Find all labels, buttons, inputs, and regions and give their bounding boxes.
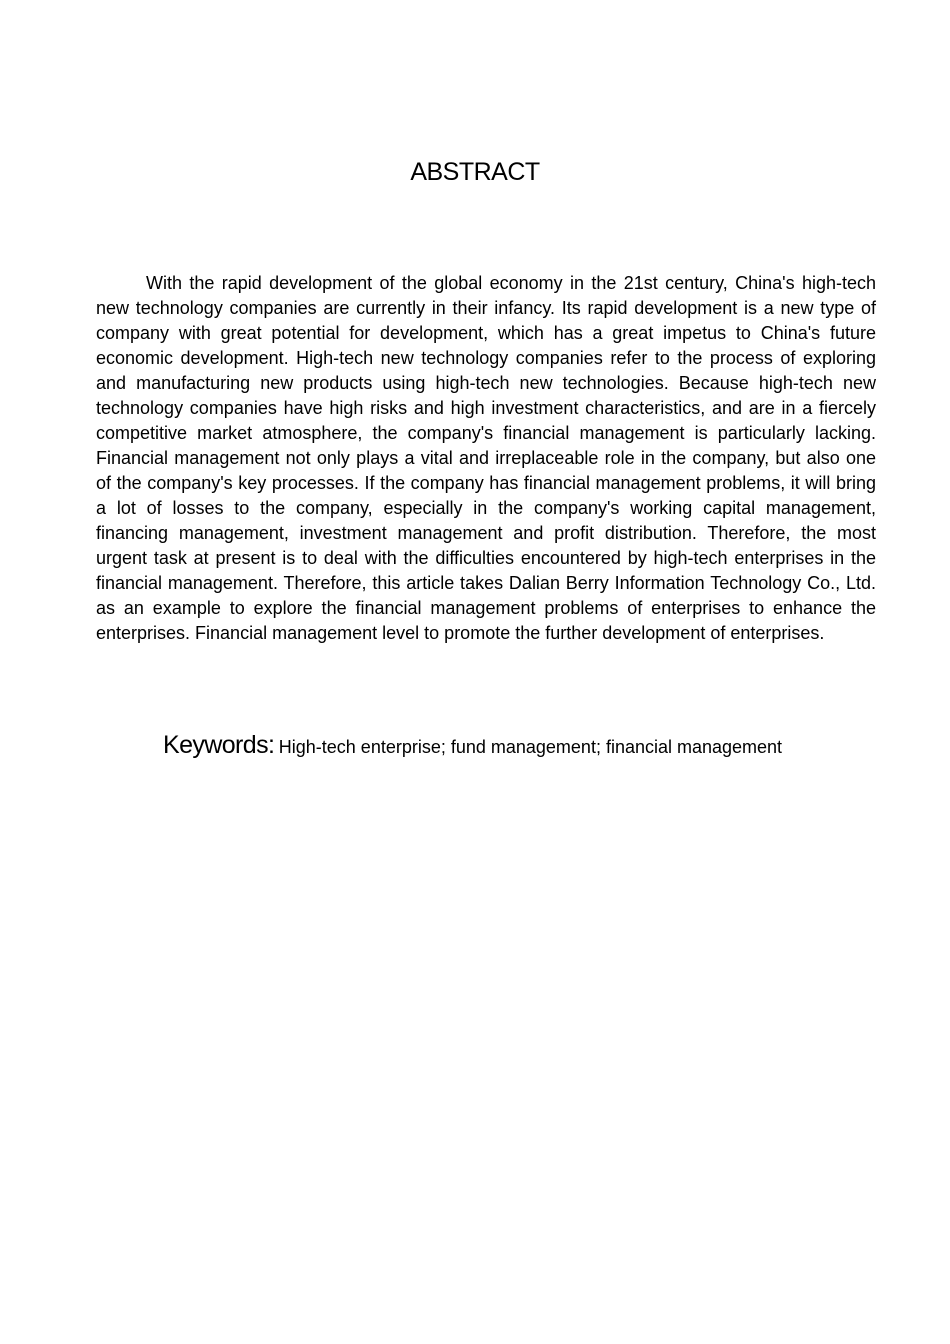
keywords-label: Keywords: [163, 731, 275, 759]
abstract-title: ABSTRACT [410, 158, 540, 186]
keywords-line [163, 729, 883, 765]
keywords-text: High-tech enterprise; fund management; financial management [278, 737, 783, 757]
abstract-paragraph: With the rapid development of the global economy in the 21st century, China's high-tech new technology companies are currently in their infancy. Its rapid development is a new type of company with great potential for development, which has a great impetus to China's future economic development. High-tech new technology companies refer to the process of exploring and manufacturing new products using high-tech new technologies. Because high-tech new technology companies have high risks and high investment characteristics, and are in a fiercely competitive market atmosphere, the company's financial management is particularly lacking. Financial management not only plays a vital and irreplaceable role in the company, but also one of the company's key processes. If the company has financial management problems, it will bring a lot of losses to the company, especially in the company's working capital management, financing management, investment management and profit distribution. Therefore, the most urgent task at present is to deal with the difficulties encountered by high-tech enterprises in the financial management. Therefore, this article takes Dalian Berry Information Technology Co., Ltd. as an example to explore the financial management problems of enterprises to enhance the enterprises. Financial management level to promote the further development of enterprises. [96, 273, 876, 643]
